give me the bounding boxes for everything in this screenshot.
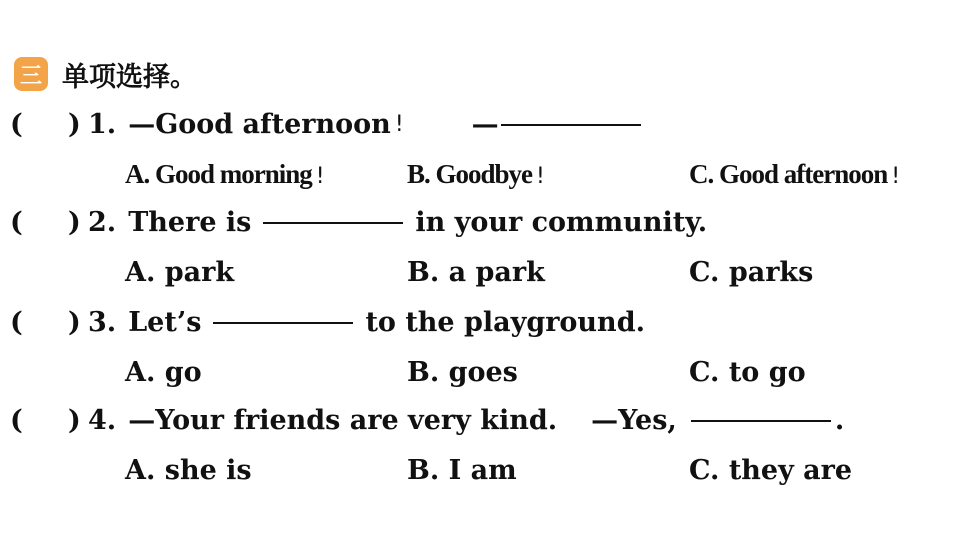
bracket-right: ): [68, 108, 81, 140]
answer-blank: [213, 321, 353, 324]
option-c: C. parks: [689, 256, 814, 288]
bracket-left: (: [10, 404, 23, 436]
question-3-line: [10, 302, 645, 342]
option-b-excl: !: [536, 163, 544, 189]
bracket-left: (: [10, 206, 23, 238]
answer-bracket: [10, 405, 88, 436]
answer-blank: [263, 221, 403, 224]
exclamation: !: [394, 111, 404, 137]
question-number: 1.: [88, 108, 117, 140]
option-a: [125, 159, 324, 190]
question-stem-after: in your community.: [415, 206, 708, 238]
response-start: —Yes,: [591, 404, 677, 436]
question-number: 2.: [88, 206, 117, 238]
option-b: B. goes: [407, 356, 518, 388]
option-b: B. a park: [407, 256, 545, 288]
bracket-right: ): [68, 404, 81, 436]
question-4-line: [10, 400, 844, 440]
option-c: C. to go: [689, 356, 806, 388]
option-a: A. she is: [125, 454, 252, 486]
bracket-right: ): [68, 206, 81, 238]
option-b: [407, 159, 544, 190]
option-c: C. they are: [689, 454, 853, 486]
question-stem-before: Let’s: [128, 306, 202, 338]
option-c-excl: !: [891, 163, 900, 189]
answer-blank: [691, 419, 831, 422]
option-c-text: C. Good afternoon: [689, 158, 888, 189]
sentence-end: .: [834, 404, 845, 436]
option-a: A. go: [125, 356, 202, 388]
question-number: 3.: [88, 306, 117, 338]
option-a-text: A. Good morning: [125, 158, 312, 189]
question-2-line: [10, 202, 707, 242]
bracket-right: ): [68, 306, 81, 338]
question-stem: —Your friends are very kind.: [128, 404, 558, 436]
section-number-badge: 三: [14, 57, 48, 91]
question-stem-before: There is: [128, 206, 252, 238]
answer-bracket: [10, 307, 88, 338]
option-c: [689, 159, 899, 190]
question-stem: —Good afternoon: [128, 108, 391, 140]
question-number: 4.: [88, 404, 117, 436]
bracket-left: (: [10, 306, 23, 338]
answer-bracket: [10, 207, 88, 238]
section-title: 单项选择。: [62, 61, 197, 93]
response-dash: —: [471, 108, 499, 140]
option-b-text: B. Goodbye: [407, 158, 533, 189]
section-header: [14, 56, 197, 92]
bracket-left: (: [10, 108, 23, 140]
question-stem-after: to the playground.: [365, 306, 645, 338]
question-1-line: [10, 104, 653, 144]
answer-blank: [501, 123, 641, 126]
answer-bracket: [10, 109, 88, 140]
option-a: A. park: [125, 256, 235, 288]
option-b: B. I am: [407, 454, 517, 486]
option-a-excl: !: [315, 163, 324, 189]
